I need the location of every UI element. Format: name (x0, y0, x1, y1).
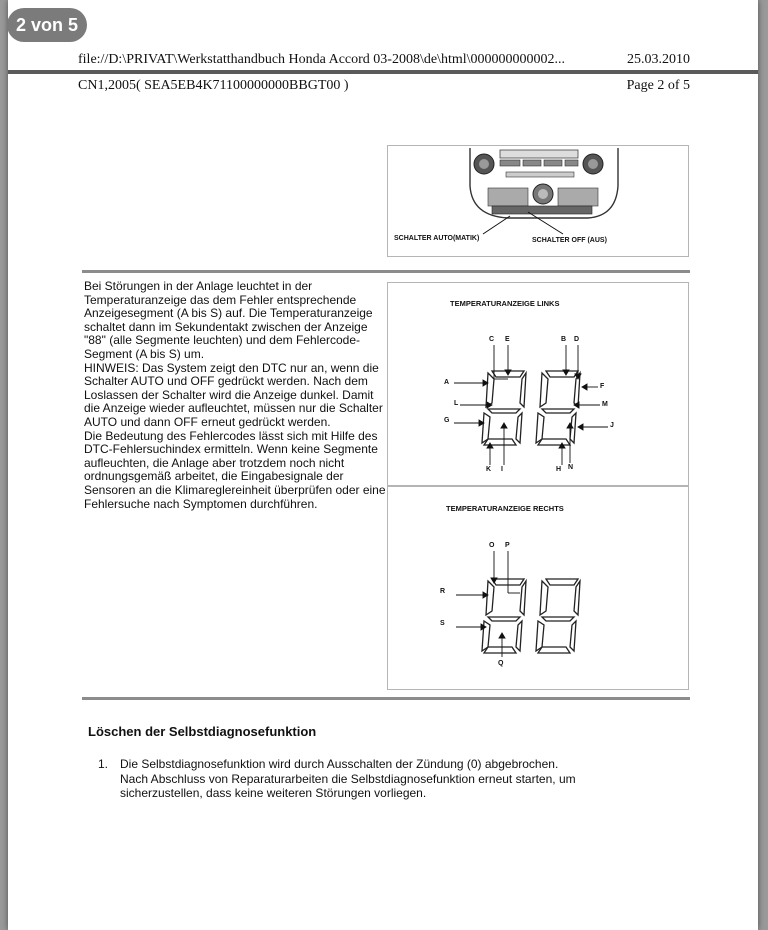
segment-label-r: R (440, 588, 446, 595)
section-heading: Löschen der Selbstdiagnosefunktion (88, 724, 317, 739)
diagram-temperature-right (387, 486, 689, 690)
segment-label-e: E (505, 336, 510, 343)
document-code: CN1,2005( SEA5EB4K71100000000BBGT00 ) (78, 78, 349, 93)
segment-label-h: H (556, 466, 562, 473)
print-date: 25.03.2010 (627, 52, 690, 67)
page-number: Page 2 of 5 (626, 78, 690, 93)
paragraph-3: Die Bedeutung des Fehlercodes lässt sich mit Hilfe des DTC-Fehlersuchindex ermitteln. Wenn keine Segmente aufleuchten, die Anlage aber trotzdem noch nicht ordnungsgemäß arbeitet, die Eingabesignale der Sensoren an die Klimareglereinheit überprüfen oder eine Fehlersuche nach Symptomen durchführen. (84, 428, 386, 511)
paragraph-2: HINWEIS: Das System zeigt den DTC nur an, wenn die Schalter AUTO und OFF gedrückt werden. Nach dem Loslassen der Schalter wird die Anzeige dunkel. Damit die Anzeige wieder aufleuchtet, müssen nur die Schalter AUTO und dann OFF erneut gedrückt werden. (84, 360, 383, 429)
diagram-left-title: TEMPERATURANZEIGE LINKS (450, 299, 560, 308)
segment-label-d: D (574, 336, 580, 343)
description-text (84, 280, 386, 511)
list-item-text: Die Selbstdiagnosefunktion wird durch Ausschalten der Zündung (0) abgebrochen. Nach Abschluss von Reparaturarbeiten die Selbstdiagnosefunktion erneut starten, um sicherzustellen, dass keine weiteren Störungen vorliegen. (120, 757, 576, 800)
segment-label-f: F (600, 383, 605, 390)
header-divider (8, 70, 758, 74)
section-divider-bottom (82, 697, 690, 700)
segment-label-j: J (610, 422, 614, 429)
segment-label-p: P (505, 542, 510, 549)
segment-label-b: B (561, 336, 567, 343)
segment-label-a: A (444, 379, 450, 386)
segment-label-s: S (440, 620, 445, 627)
list-item-number: 1. (98, 757, 109, 771)
segment-label-q: Q (498, 660, 504, 667)
segment-label-l: L (454, 400, 459, 407)
segment-label-g: G (444, 417, 450, 424)
segment-label-i: I (501, 466, 503, 473)
section-divider-top (82, 270, 690, 273)
page-indicator-badge: 2 von 5 (7, 8, 87, 42)
paragraph-1: Bei Störungen in der Anlage leuchtet in der Temperaturanzeige das dem Fehler entsprechende Anzeigesegment (A bis S) auf. Die Temperaturanzeige schaltet dann im Sekundentakt zwischen der Anzeige "88" (alle Segmente leuchten) und dem Fehlercode-Segment (A bis S) um. (84, 279, 373, 361)
segment-label-m: M (602, 401, 608, 408)
segment-label-n: N (568, 464, 574, 471)
file-path: file://D:\PRIVAT\Werkstatthandbuch Honda Accord 03-2008\de\html\000000000002... (78, 52, 565, 67)
label-switch-off: SCHALTER OFF (AUS) (532, 237, 607, 244)
control-panel-figure (387, 145, 689, 257)
seven-segment-left-drawing (388, 283, 688, 485)
diagram-temperature-left (387, 282, 689, 486)
diagram-right-title: TEMPERATURANZEIGE RECHTS (446, 504, 564, 513)
segment-label-k: K (486, 466, 492, 473)
seven-segment-right-drawing (388, 487, 688, 689)
label-switch-auto: SCHALTER AUTO(MATIK) (394, 235, 480, 242)
segment-label-c: C (489, 336, 495, 343)
segment-label-o: O (489, 542, 495, 549)
